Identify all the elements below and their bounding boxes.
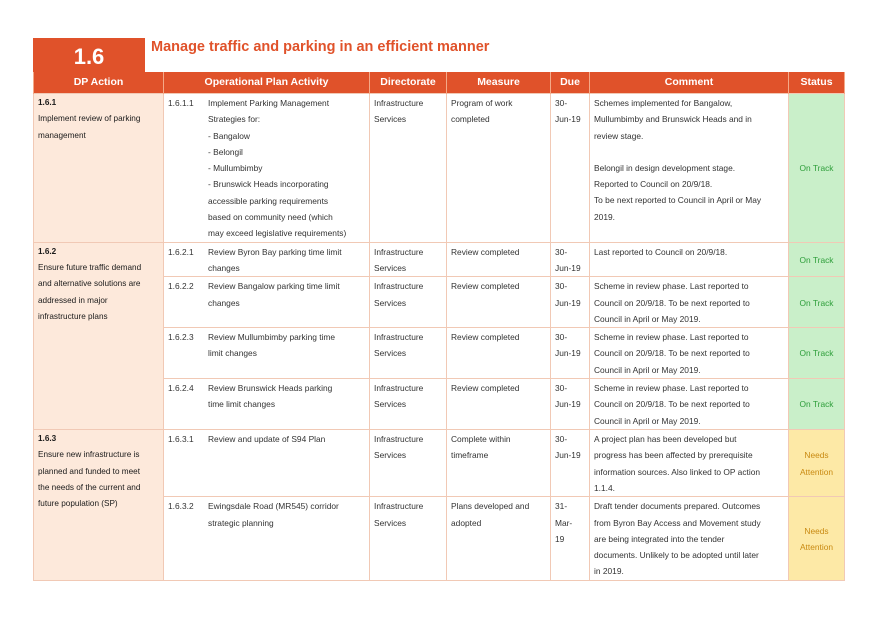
dp-action-code: 1.6.2 bbox=[38, 246, 57, 256]
dp-action-text: Implement review of parking management bbox=[38, 114, 141, 140]
activity-cell bbox=[164, 497, 370, 580]
directorate-cell: Infrastructure Services bbox=[370, 379, 447, 430]
activity-cell bbox=[164, 328, 370, 379]
status-badge: On Track bbox=[789, 242, 845, 277]
activity-number: 1.6.3.2 bbox=[168, 501, 194, 512]
table-row bbox=[34, 430, 845, 497]
table-header-row bbox=[34, 72, 845, 94]
dp-action-code: 1.6.1 bbox=[38, 98, 57, 107]
activity-description: Review Bangalow parking time limit changes bbox=[208, 281, 340, 308]
status-badge: On Track bbox=[789, 94, 845, 243]
comment-cell: A project plan has been developed but progress has been affected by prerequisite information sources. Also linked to OP action 1.1.4. bbox=[590, 430, 789, 497]
section-header bbox=[33, 38, 843, 72]
comment-cell: Last reported to Council on 20/9/18. bbox=[590, 242, 789, 277]
col-header-status: Status bbox=[789, 72, 845, 94]
activity-cell bbox=[164, 94, 370, 243]
activity-number: 1.6.2.3 bbox=[168, 332, 194, 343]
activity-number: 1.6.2.2 bbox=[168, 281, 194, 292]
activity-description: Implement Parking Management Strategies for: - Bangalow - Belongil - Mullumbimby - Brunswick Heads incorporating accessible parking requirements based on community need (which may exceed legislative requirements) bbox=[208, 98, 347, 239]
operational-plan-table bbox=[33, 72, 845, 581]
measure-cell: Review completed bbox=[447, 328, 551, 379]
activity-description: Review Mullumbimby parking time limit changes bbox=[208, 332, 336, 359]
directorate-cell: Infrastructure Services bbox=[370, 94, 447, 243]
activity-number: 1.6.3.1 bbox=[168, 434, 194, 445]
dp-action-cell: 1.6.3 Ensure new infrastructure is planned and funded to meet the needs of the current and future population (SP) bbox=[34, 430, 164, 581]
table-row bbox=[34, 242, 845, 277]
col-header-directorate: Directorate bbox=[370, 72, 447, 94]
col-header-measure: Measure bbox=[447, 72, 551, 94]
status-badge: On Track bbox=[789, 379, 845, 430]
status-badge: On Track bbox=[789, 277, 845, 328]
directorate-cell: Infrastructure Services bbox=[370, 430, 447, 497]
activity-description: Review Byron Bay parking time limit changes bbox=[208, 246, 342, 273]
due-cell: 30- Jun-19 bbox=[551, 277, 590, 328]
dp-action-cell: 1.6.2 Ensure future traffic demand and alternative solutions are addressed in major infrastructure plans bbox=[34, 242, 164, 429]
directorate-cell: Infrastructure Services bbox=[370, 497, 447, 580]
directorate-cell: Infrastructure Services bbox=[370, 242, 447, 277]
activity-description: Review and update of S94 Plan bbox=[208, 434, 326, 445]
activity-description: Ewingsdale Road (MR545) corridor strategic planning bbox=[208, 501, 339, 528]
measure-cell: Review completed bbox=[447, 379, 551, 430]
col-header-activity: Operational Plan Activity bbox=[164, 72, 370, 94]
comment-cell: Schemes implemented for Bangalow, Mullumbimby and Brunswick Heads and in review stage. Belongil in design development stage. Reported to Council on 20/9/18. To be next reported to Council in April or May 2019. bbox=[590, 94, 789, 243]
due-cell: 31- Mar- 19 bbox=[551, 497, 590, 580]
measure-cell: Review completed bbox=[447, 242, 551, 277]
table-row bbox=[34, 94, 845, 243]
measure-cell: Review completed bbox=[447, 277, 551, 328]
activity-cell bbox=[164, 242, 370, 277]
due-cell: 30- Jun-19 bbox=[551, 94, 590, 243]
activity-cell bbox=[164, 379, 370, 430]
activity-cell bbox=[164, 277, 370, 328]
comment-cell: Draft tender documents prepared. Outcomes from Byron Bay Access and Movement study are being integrated into the tender documents. Unlikely to be adopted until later in 2019. bbox=[590, 497, 789, 580]
dp-action-code: 1.6.3 bbox=[38, 434, 57, 444]
col-header-dp-action: DP Action bbox=[34, 72, 164, 94]
comment-cell: Scheme in review phase. Last reported to Council on 20/9/18. To be next reported to Council in April or May 2019. bbox=[590, 379, 789, 430]
directorate-cell: Infrastructure Services bbox=[370, 277, 447, 328]
activity-number: 1.6.2.1 bbox=[168, 246, 194, 257]
due-cell: 30- Jun-19 bbox=[551, 242, 590, 277]
measure-cell: Complete within timeframe bbox=[447, 430, 551, 497]
col-header-due: Due bbox=[551, 72, 590, 94]
activity-description: Review Brunswick Heads parking time limit changes bbox=[208, 383, 333, 410]
activity-cell bbox=[164, 430, 370, 497]
due-cell: 30- Jun-19 bbox=[551, 379, 590, 430]
dp-action-cell bbox=[34, 94, 164, 243]
measure-cell: Plans developed and adopted bbox=[447, 497, 551, 580]
due-cell: 30- Jun-19 bbox=[551, 430, 590, 497]
directorate-cell: Infrastructure Services bbox=[370, 328, 447, 379]
activity-number: 1.6.2.4 bbox=[168, 383, 194, 394]
section-title: Manage traffic and parking in an efficient manner bbox=[151, 39, 490, 55]
comment-cell: Scheme in review phase. Last reported to Council on 20/9/18. To be next reported to Council in April or May 2019. bbox=[590, 277, 789, 328]
due-cell: 30- Jun-19 bbox=[551, 328, 590, 379]
status-badge: Needs Attention bbox=[789, 497, 845, 580]
section-number-badge: 1.6 bbox=[33, 38, 145, 72]
activity-number: 1.6.1.1 bbox=[168, 98, 194, 108]
col-header-comment: Comment bbox=[590, 72, 789, 94]
comment-cell: Scheme in review phase. Last reported to Council on 20/9/18. To be next reported to Council in April or May 2019. bbox=[590, 328, 789, 379]
status-badge: On Track bbox=[789, 328, 845, 379]
status-badge: Needs Attention bbox=[789, 430, 845, 497]
measure-cell: Program of work completed bbox=[447, 94, 551, 243]
